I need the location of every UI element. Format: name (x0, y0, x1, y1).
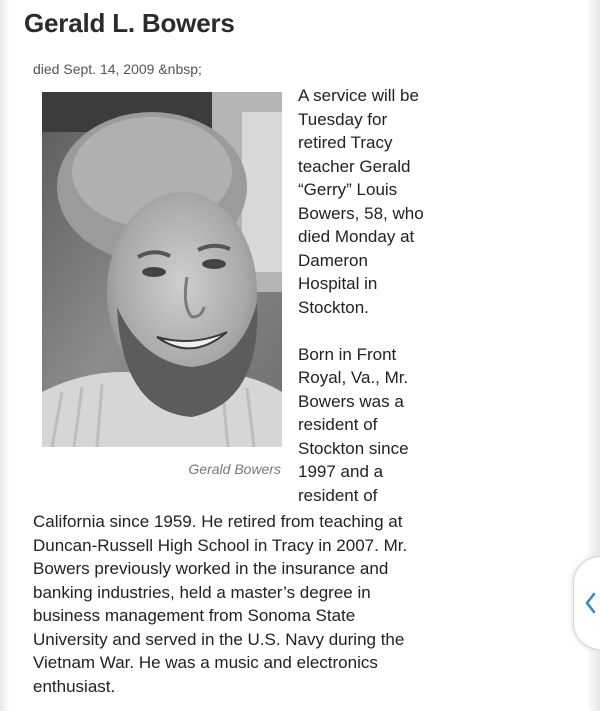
portrait-image (42, 92, 282, 447)
text-line: banking industries, held a master’s degree in (33, 582, 371, 602)
text-line: resident of (298, 415, 378, 434)
text-line: Born in Front (298, 344, 397, 364)
text-line: Tuesday for (298, 109, 388, 129)
text-line: Hospital in (298, 274, 378, 293)
text-line: retired Tracy (298, 133, 393, 152)
text-line: Royal, Va., Mr. (298, 368, 409, 387)
text-line: Stockton since (298, 438, 409, 458)
text-line: Bowers previously worked in the insurance and (33, 559, 389, 578)
paragraph-biography (298, 343, 448, 508)
paragraph-service (298, 84, 448, 319)
text-line: “Gerry” Louis (298, 180, 398, 199)
text-line: died Monday at (298, 227, 415, 246)
text-line: business management from Sonoma State (33, 606, 356, 625)
text-line: Bowers, 58, who (298, 203, 424, 223)
text-line: Bowers was a (298, 391, 404, 411)
text-line: University and served in the U.S. Navy during the (33, 629, 405, 649)
text-line: teacher Gerald (298, 156, 411, 176)
page-title: Gerald L. Bowers (24, 8, 235, 38)
dateline: died Sept. 14, 2009 &nbsp; (33, 61, 202, 77)
chevron-left-icon (584, 592, 596, 614)
text-line: California since 1959. He retired from teaching at (33, 512, 403, 531)
text-line: Dameron (298, 250, 368, 270)
text-line: Duncan-Russell High School in Tracy in 2007. Mr. (33, 535, 408, 555)
text-line: 1997 and a (298, 462, 384, 481)
article-full-width-text (33, 510, 573, 698)
portrait-photo (42, 92, 282, 447)
text-line: A service will be (298, 86, 419, 105)
side-drawer-tab[interactable] (573, 556, 600, 650)
photo-caption: Gerald Bowers (188, 461, 281, 477)
text-line: Vietnam War. He was a music and electronics (33, 653, 378, 672)
text-line: enthusiast. (33, 676, 116, 696)
text-line: resident of (298, 485, 378, 505)
text-line: Stockton. (298, 297, 369, 317)
left-edge-shadow (0, 0, 10, 711)
article-column-text (298, 84, 448, 531)
